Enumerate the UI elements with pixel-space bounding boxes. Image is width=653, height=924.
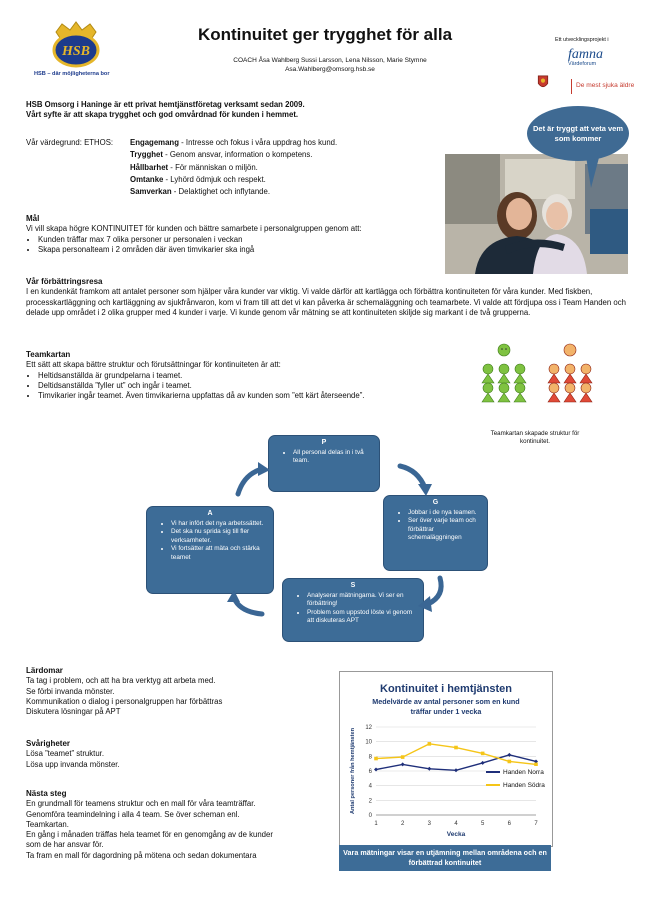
legend-item <box>486 766 546 779</box>
list-item: • Timvikarier ingår teamet. Även timvikarierna uppfattas då av kunden som ”ett kärt återseende”. <box>38 391 466 401</box>
values-block <box>26 137 446 197</box>
lessons-line: Kommunikation o dialog i personalgruppen har förbättras <box>26 696 223 706</box>
list-item: • Heltidsanställda är grundpelarna i teamet. <box>38 371 466 381</box>
svg-text:HSB: HSB <box>61 44 91 59</box>
teamkartan-heading: Teamkartan <box>26 350 71 359</box>
x-tick-label: 2 <box>400 821 405 827</box>
y-tick-label: 4 <box>368 783 372 790</box>
speech-bubble <box>527 106 629 161</box>
famna-sub: Värdeforum <box>568 61 597 67</box>
data-point <box>454 746 458 750</box>
list-item: • All personal delas in i två team. <box>293 449 373 466</box>
intro-line-1: HSB Omsorg i Haninge är ett privat hemtjänstföretag verksamt sedan 2009. <box>26 100 305 109</box>
journey-heading: Vår förbättringsresa <box>26 277 103 286</box>
data-point <box>454 768 458 772</box>
government-crest-icon <box>536 74 550 91</box>
journey-text: I en kundenkät framkom att antalet personer som hjälper våra kunder var viktig. Vi valde därför att kartlägga och förbättra kontinuiteten för våra kunder. Med fiskben, processkartläggning och kartläggning av sjukfrånvaron, kom vi fram till att det vi kan påverka är schemaläggning och teamarbete. Vi valde att fördjupa oss i Team Handen och delade upp området i 2 olika grupper med 4 kunder i varje. Vi kunde genom vår mätning se att kontinuiteten skiljde sig markant i de två grupperna. <box>26 287 626 317</box>
chart-svg <box>340 672 552 846</box>
teamkartan-text: Ett sätt att skapa bättre struktur och förutsättningar för kontinuiteten är att: <box>26 360 281 370</box>
project-label: Ett utvecklingsprojekt i <box>555 37 609 43</box>
next-line: som de har ansvar för. <box>26 840 104 850</box>
teamkartan-list <box>26 371 466 402</box>
x-tick-label: 5 <box>480 821 485 827</box>
legend-item <box>486 779 546 792</box>
goal-heading: Mål <box>26 214 40 223</box>
x-tick-label: 6 <box>507 821 512 827</box>
lessons-line: Diskutera lösningar på APT <box>26 707 121 717</box>
author-email: Asa.Wahlberg@omsorg.hsb.se <box>285 66 375 73</box>
lessons-heading: Lärdomar <box>26 666 63 675</box>
intro-line-2: Vårt syfte är att skapa trygghet och god omvårdnad för kunden i hemmet. <box>26 110 299 120</box>
y-tick-label: 6 <box>368 769 372 775</box>
list-item: • Skapa personalteam i 2 områden där även timvikarier ska ingå <box>38 245 446 255</box>
speech-bubble-text: Det är tryggt att veta vem som kommer <box>532 123 624 143</box>
pdsa-s-letter: S <box>350 582 356 589</box>
y-tick-label: 0 <box>368 813 372 819</box>
data-point <box>481 752 485 756</box>
y-tick-label: 10 <box>365 739 372 746</box>
pdsa-g-letter: G <box>432 499 439 506</box>
government-divider <box>571 79 572 94</box>
y-tick-label: 2 <box>368 798 372 805</box>
data-point <box>427 767 431 771</box>
legend-swatch <box>486 771 500 773</box>
difficulties-line: Lösa upp invanda mönster. <box>26 759 120 769</box>
data-point <box>374 757 378 761</box>
famna-name: famna <box>568 47 603 62</box>
chart-caption-text: Vara mätningar visar en utjämning mellan områdena och en förbättrad kontinuitet <box>343 848 547 867</box>
list-item: • Kunden träffar max 7 olika personer ur personalen i veckan <box>38 235 446 245</box>
legend-label: Handen Södra <box>503 782 545 789</box>
x-tick-label: 7 <box>534 821 538 827</box>
teamkartan-section <box>26 350 466 401</box>
data-point <box>401 755 405 759</box>
x-axis-label: Vecka <box>446 831 466 838</box>
next-steps-heading: Nästa steg <box>26 789 67 798</box>
x-tick-label: 1 <box>374 821 378 827</box>
author-names: COACH Åsa Wahlberg Sussi Larsson, Lena Nilsson, Marie Stymne <box>233 57 427 64</box>
lessons-section <box>26 666 326 717</box>
difficulties-line: Lösa ”teamet” struktur. <box>26 749 104 759</box>
value-item: Omtanke - Lyhörd ödmjuk och respekt. <box>130 174 266 184</box>
chart-caption <box>339 845 551 871</box>
chart-subtitle: träffar under 1 vecka <box>410 707 482 716</box>
data-point <box>481 761 485 765</box>
data-point <box>508 760 512 764</box>
pdsa-p-letter: P <box>321 439 327 446</box>
x-tick-label: 4 <box>454 821 458 827</box>
goal-text: Vi vill skapa högre KONTINUITET för kunden och bättre samarbete i personalgruppen genom att: <box>26 224 362 234</box>
next-line: Teamkartan. <box>26 819 69 829</box>
pdsa-g-box <box>383 495 488 571</box>
legend-swatch <box>486 784 500 786</box>
legend-label: Handen Norra <box>503 769 544 776</box>
government-tag: De mest sjuka äldre <box>576 82 635 89</box>
pdsa-s-box <box>282 578 424 642</box>
list-item: • Analyserar mätningarna. Vi ser en förbättring! <box>307 592 417 609</box>
team-map-green-icon <box>474 343 534 403</box>
values-list <box>130 137 450 198</box>
value-item: Trygghet - Genom ansvar, information o kompetens. <box>130 150 313 160</box>
hsb-logo-icon <box>48 18 104 70</box>
list-item: • Vi har infört det nya arbetssättet. <box>171 520 267 529</box>
x-tick-label: 3 <box>427 821 432 827</box>
list-item: • Deltidsanställda ”fyller ut” och ingår i teamet. <box>38 381 466 391</box>
list-item: • Ser över varje team och förbättrar schemaläggningen <box>408 517 481 543</box>
y-axis-label: Antal personer från hemtjänsten <box>350 727 356 815</box>
list-item: • Vi fortsätter att mäta och stärka teamet <box>171 545 267 562</box>
data-point <box>428 742 432 746</box>
chart-title: Kontinuitet i hemtjänsten <box>380 683 512 695</box>
list-item: • Problem som uppstod löste vi genom att diskuteras APT <box>307 609 417 626</box>
list-item: • Jobbar i de nya teamen. <box>408 509 481 518</box>
pdsa-a-box <box>146 506 274 594</box>
y-tick-label: 8 <box>368 754 372 761</box>
poster-title: Kontinuitet ger trygghet för alla <box>197 25 453 44</box>
famna-logo <box>568 48 638 67</box>
data-point <box>401 762 405 766</box>
next-line: Ta fram en mall för dagordning på mötena och sedan dokumentara <box>26 850 257 860</box>
difficulties-heading: Svårigheter <box>26 739 71 748</box>
next-line: Genomföra teamindelning i alla 4 team. Se över scheman enl. <box>26 809 240 819</box>
list-item: • Det ska nu sprida sig till fler verksamheter. <box>171 528 267 545</box>
chart-subtitle: Medelvärde av antal personer som en kund <box>372 697 520 706</box>
journey-section <box>26 277 626 318</box>
team-map-red-icon <box>540 343 600 403</box>
lessons-line: Se förbi invanda mönster. <box>26 686 115 696</box>
next-line: En gång i månaden träffas hela teamet för en genomgång av de kunder <box>26 830 273 840</box>
continuity-chart <box>339 671 553 847</box>
lessons-line: Ta tag i problem, och att ha bra verktyg att arbeta med. <box>26 676 216 686</box>
goal-section <box>26 214 446 255</box>
teamkartan-caption: Teamkartan skapade struktur för kontinuitet. <box>490 430 580 445</box>
pdsa-p-box <box>268 435 380 492</box>
value-item: Hållbarhet - För människan o miljön. <box>130 162 258 172</box>
difficulties-section <box>26 739 326 770</box>
value-item: Engagemang - Intresse och fokus i våra uppdrag hos kund. <box>130 138 338 147</box>
authors <box>180 56 480 74</box>
values-lead: Vår värdegrund: ETHOS: <box>26 138 114 147</box>
next-steps-section <box>26 789 336 861</box>
next-line: En grundmall för teamens struktur och en mall för våra teamträffar. <box>26 799 256 809</box>
y-tick-label: 12 <box>365 725 372 731</box>
hsb-tagline: HSB – där möjligheterna bor <box>34 71 110 77</box>
goal-list <box>26 235 446 256</box>
value-item: Samverkan - Delaktighet och inflytande. <box>130 187 271 197</box>
intro <box>26 100 446 121</box>
pdsa-a-letter: A <box>207 510 213 517</box>
